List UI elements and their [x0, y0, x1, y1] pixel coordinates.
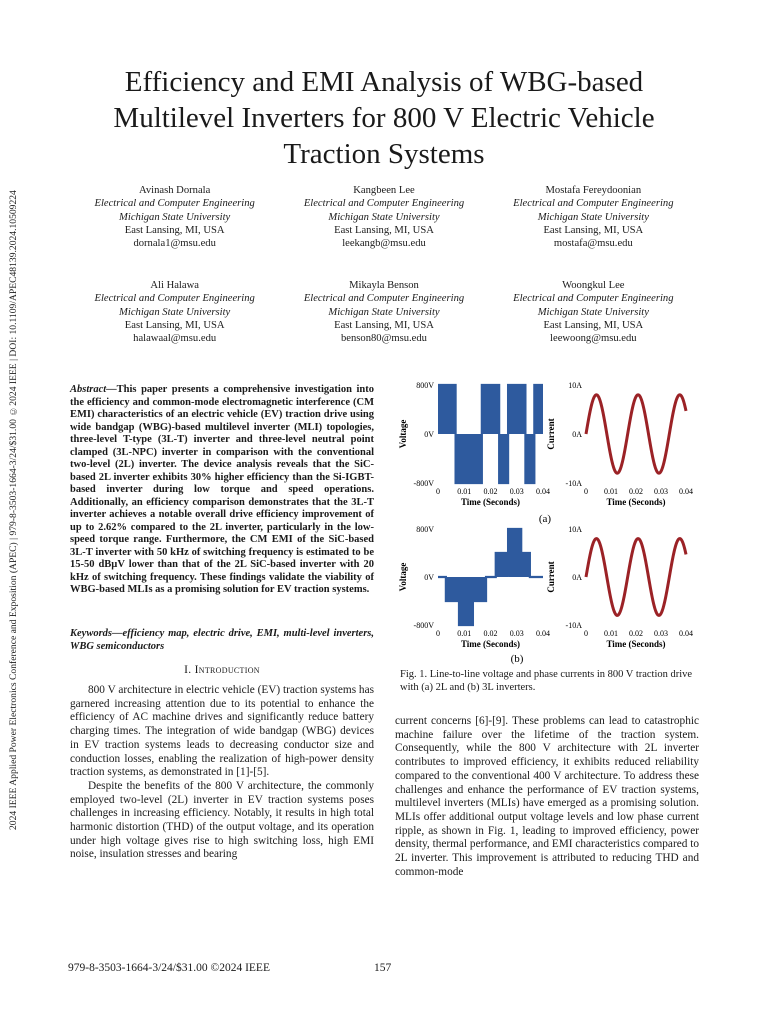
- intro-paragraph: Despite the benefits of the 800 V architecture, the commonly employed two-level (2L) inverter in EV traction systems poses challenges in increasing efficiency. Notably, it results in high total harmonic distortion (THD) of the output voltage, and its operation under high voltage gives rise to high switching loss, high EMI noise, insulation stresses and bearing: [70, 779, 374, 861]
- x-tick-label: 0.03: [509, 629, 524, 638]
- figure-caption: Fig. 1. Line-to-line voltage and phase currents in 800 V traction drive with (a) 2L and (b) 3L inverters.: [400, 669, 693, 693]
- author-univ: Michigan State University: [328, 211, 440, 223]
- author-email: mostafa@msu.edu: [553, 238, 633, 250]
- x-axis-label: Time (Seconds): [606, 497, 666, 507]
- author-dept: Electrical and Computer Engineering: [94, 293, 255, 305]
- x-tick-label: 0: [584, 487, 588, 496]
- y-axis-label: Current: [546, 418, 556, 450]
- author-name: Woongkul Lee: [562, 280, 625, 291]
- y-tick-label: -800V: [413, 479, 434, 488]
- figure-label-b: (b): [510, 653, 524, 665]
- author-location: East Lansing, MI, USA: [124, 224, 225, 236]
- author-name: Avinash Dornala: [139, 185, 211, 196]
- x-tick-label: 0.04: [679, 487, 693, 496]
- author-location: East Lansing, MI, USA: [543, 319, 644, 331]
- author-row-1: [70, 184, 698, 250]
- intro-paragraph: 800 V architecture in electric vehicle (EV) traction systems has garnered increasing attention due to its potential to enhance the efficiency of AC machine drives and significantly reduce battery charging times. The integration of wide bandgap (WBG) devices in EV traction systems leads to decreasing conductor size and conduction losses, enabling the realization of high-power density traction systems, as demonstrated in [1]-[5].: [70, 684, 374, 779]
- author-univ: Michigan State University: [537, 211, 649, 223]
- author-name: Mikayla Benson: [349, 280, 419, 291]
- x-tick-label: 0.01: [457, 487, 472, 496]
- x-tick-label: 0.02: [629, 629, 643, 638]
- author-univ: Michigan State University: [119, 211, 231, 223]
- author-univ: Michigan State University: [328, 306, 440, 318]
- x-tick-label: 0.03: [654, 487, 668, 496]
- keywords-heading: Keywords: [70, 628, 112, 639]
- figure-label-a: (a): [538, 513, 552, 525]
- author-name: Ali Halawa: [150, 280, 199, 291]
- doi-sidebar: 2024 IEEE Applied Power Electronics Conference and Exposition (APEC) | 979-8-3503-1664-3/24/$31.00 ©2024 IEEE | DOI: 10.1109/APEC48139.2024.10509224: [8, 190, 19, 830]
- current-plot-3l: [546, 525, 693, 649]
- author-email: halawaal@msu.edu: [133, 333, 217, 345]
- author-name: Kangbeen Lee: [353, 185, 415, 196]
- y-axis-label: Voltage: [398, 419, 408, 449]
- y-tick-label: 0V: [424, 430, 434, 439]
- y-axis-label: Voltage: [398, 562, 408, 592]
- figure-1-plots: [393, 375, 703, 665]
- title-line-1: Efficiency and EMI Analysis of WBG-based: [124, 66, 644, 98]
- section-heading: [70, 664, 374, 676]
- current-plot-2l: [546, 381, 693, 507]
- author-block: [489, 279, 698, 345]
- author-name: Mostafa Fereydoonian: [545, 185, 642, 196]
- x-axis-label: Time (Seconds): [460, 639, 521, 649]
- current-trace: [586, 539, 686, 616]
- author-email: leewoong@msu.edu: [550, 333, 637, 345]
- x-tick-label: 0: [584, 629, 588, 638]
- x-tick-label: 0: [436, 487, 440, 496]
- author-block: [279, 184, 488, 250]
- y-tick-label: 800V: [416, 525, 434, 534]
- current-trace: [586, 395, 686, 473]
- author-block: [489, 184, 698, 250]
- y-tick-label: 0A: [572, 430, 582, 439]
- y-tick-label: -800V: [413, 621, 434, 630]
- paper-title: [70, 64, 698, 172]
- figure-1: [393, 375, 703, 665]
- x-tick-label: 0.01: [457, 629, 472, 638]
- title-line-3: Traction Systems: [283, 138, 485, 170]
- x-tick-label: 0.04: [679, 629, 693, 638]
- author-dept: Electrical and Computer Engineering: [513, 293, 674, 305]
- author-location: East Lansing, MI, USA: [543, 224, 644, 236]
- abstract: Abstract—This paper presents a comprehensive investigation into the efficiency and common-mode electromagnetic interference (CM EMI) characteristics of an electric vehicle (EV) traction drive using wide bandgap (WBG)-based multilevel inverter (MLI) topologies, three-level T-type (3L-T) inverter and three-level neutral point clamped (3L-NPC) inverter in comparison with the conventional two-level (2L) inverter. The device analysis reveals that the SiC-based 2L inverter exhibits 30% higher efficiency than the Si-IGBT-based inverter during low torque and speed operations. Additionally, an efficiency comparison demonstrates that the 3L-T inverter achieves a notable overall drive efficiency improvement of up to 2.62% compared to the 2L inverter, particularly in the low-speed torque range. Furthermore, the CM EMI of the SiC-based 3L-T inverter with 50 kHz of switching frequency is estimated to be 15-50 dBµV lower than that of the 2L SiC-based inverter with 20 kHz of switching frequency. These findings validate the viability of WBG-based MLIs as a promising solution for EV traction systems.: [70, 384, 374, 595]
- author-univ: Michigan State University: [537, 306, 649, 318]
- author-email: leekangb@msu.edu: [342, 238, 426, 250]
- author-dept: Electrical and Computer Engineering: [303, 198, 465, 210]
- author-block: [279, 279, 488, 345]
- x-tick-label: 0.02: [483, 487, 498, 496]
- author-block: [70, 184, 279, 250]
- footer-copyright: 979-8-3503-1664-3/24/$31.00 ©2024 IEEE: [68, 962, 270, 974]
- y-tick-label: -10A: [565, 621, 582, 630]
- author-email: benson80@msu.edu: [341, 333, 427, 345]
- voltage-plot-2l: [398, 381, 550, 507]
- x-tick-label: 0.03: [654, 629, 668, 638]
- x-axis-label: Time (Seconds): [460, 497, 521, 507]
- x-tick-label: 0.01: [604, 629, 618, 638]
- author-univ: Michigan State University: [119, 306, 231, 318]
- author-dept: Electrical and Computer Engineering: [513, 198, 674, 210]
- y-axis-label: Current: [546, 561, 556, 593]
- x-tick-label: 0.04: [536, 629, 550, 638]
- x-tick-label: 0.02: [629, 487, 643, 496]
- section-number: I.: [184, 664, 192, 676]
- author-email: dornala1@msu.edu: [133, 238, 216, 250]
- x-tick-label: 0.02: [483, 629, 498, 638]
- x-tick-label: 0.03: [509, 487, 524, 496]
- abstract-heading: Abstract: [70, 384, 107, 395]
- y-tick-label: 10A: [568, 381, 582, 390]
- y-tick-label: 0V: [424, 573, 434, 582]
- y-tick-label: 800V: [416, 381, 434, 390]
- introduction-body: [70, 684, 374, 862]
- author-location: East Lansing, MI, USA: [334, 319, 434, 331]
- right-column-text: [395, 715, 699, 879]
- x-tick-label: 0: [436, 629, 440, 638]
- x-tick-label: 0.01: [604, 487, 618, 496]
- y-tick-label: 0A: [572, 573, 582, 582]
- section-title: Introduction: [194, 664, 260, 676]
- x-axis-label: Time (Seconds): [606, 639, 666, 649]
- title-line-2: Multilevel Inverters for 800 V Electric Vehicle: [113, 102, 655, 134]
- author-block: [70, 279, 279, 345]
- voltage-plot-3l: [398, 525, 550, 649]
- y-tick-label: 10A: [568, 525, 582, 534]
- author-location: East Lansing, MI, USA: [334, 224, 434, 236]
- abstract-text: This paper presents a comprehensive investigation into the efficiency and common-mode electromagnetic interference (CM EMI) characteristics of an electric vehicle (EV) traction drive using wide bandgap (WBG)-based multilevel inverter (MLI) topologies, three-level T-type (3L-T) inverter and three-level neutral point clamped (3L-NPC) inverter in comparison with the conventional two-level (2L) inverter. The device analysis reveals that the SiC-based 2L inverter exhibits 30% higher efficiency than the Si-IGBT-based inverter during low torque and speed operations. Additionally, an efficiency comparison demonstrates that the 3L-T inverter achieves a notable overall drive efficiency improvement of up to 2.62% compared to the 2L inverter, particularly in the low-speed torque range. Furthermore, the CM EMI of the SiC-based 3L-T inverter with 50 kHz of switching frequency is estimated to be 15-50 dBµV lower than that of the 2L SiC-based inverter with 20 kHz of switching frequency. These findings validate the viability of WBG-based MLIs as a promising solution for EV traction systems.: [70, 384, 374, 595]
- page-number: 157: [374, 962, 392, 974]
- author-location: East Lansing, MI, USA: [124, 319, 225, 331]
- author-dept: Electrical and Computer Engineering: [303, 293, 465, 305]
- author-dept: Electrical and Computer Engineering: [94, 198, 255, 210]
- keywords: Keywords—efficiency map, electric drive, EMI, multi-level inverters, WBG semiconductors: [70, 628, 374, 652]
- x-tick-label: 0.04: [536, 487, 550, 496]
- y-tick-label: -10A: [565, 479, 582, 488]
- keywords-text: efficiency map, electric drive, EMI, multi-level inverters, WBG semiconductors: [70, 628, 374, 652]
- body-paragraph: current concerns [6]-[9]. These problems can lead to catastrophic machine failure over the lifetime of the traction system. Consequently, while the 800 V architecture with 2L inverter contributes to improved efficiency, it exhibits reduced reliability compared to the conventional 400 V architecture. To address these challenges and enhance the performance of EV traction systems, multilevel inverters (MLIs) have emerged as a promising solution. MLIs offer additional output voltage levels and low phase current ripple, as shown in Fig. 1, leading to improved efficiency, power density, thermal performance, and EMI characteristics compared to 2L inverter. This improvement is attributed to reducing THD and common-mode: [395, 715, 699, 878]
- voltage-fill: [438, 385, 543, 483]
- author-row-2: [70, 279, 698, 345]
